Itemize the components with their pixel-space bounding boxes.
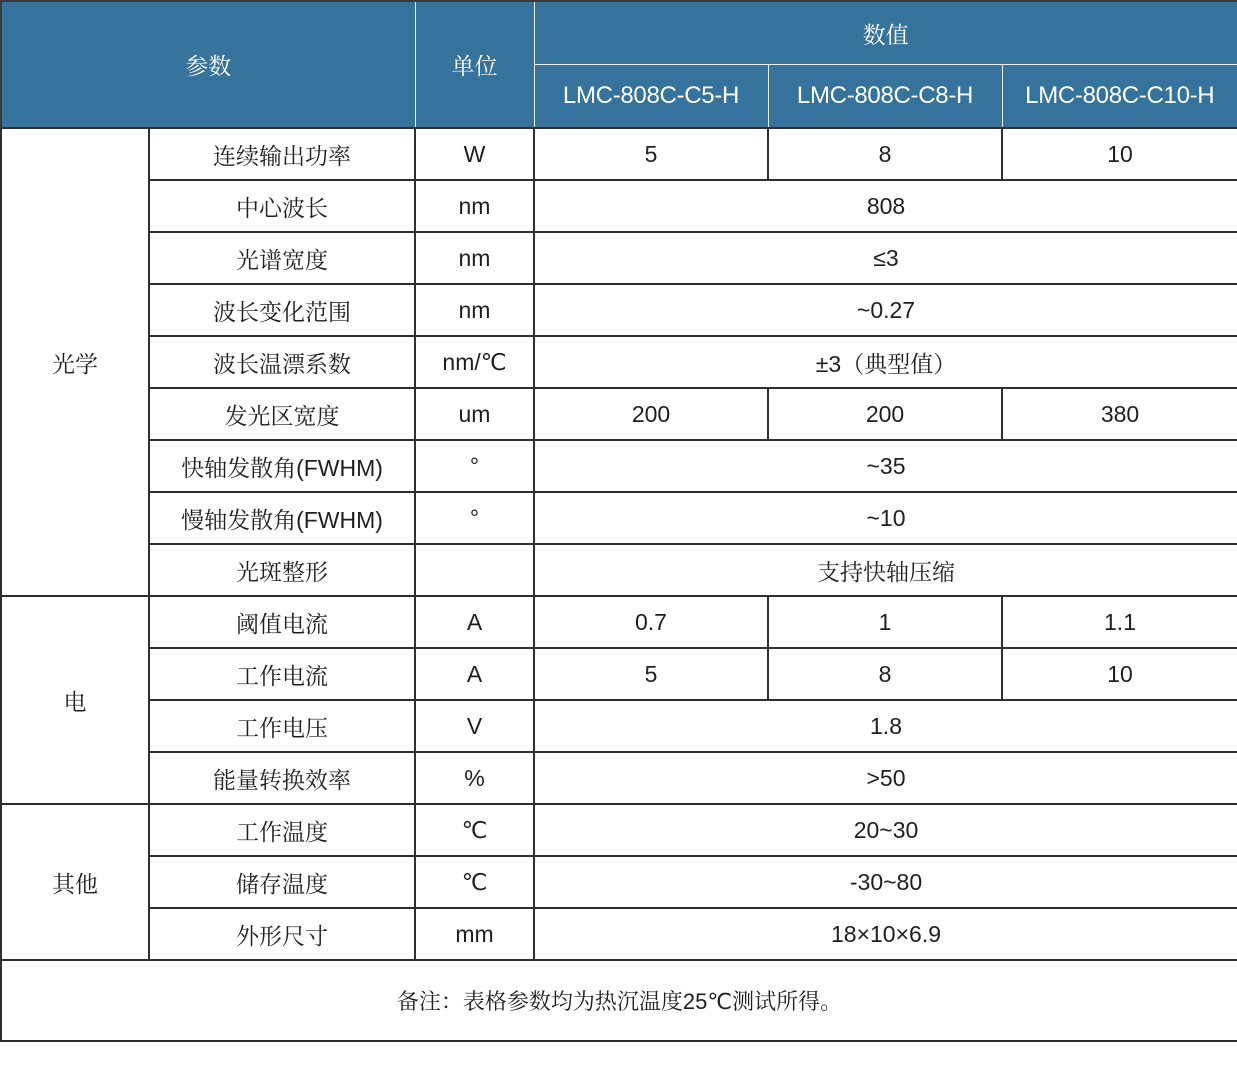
- model-header-c10: LMC-808C-C10-H: [1002, 65, 1237, 129]
- table-row: [1, 440, 1237, 492]
- value-cell: 380: [1002, 388, 1237, 440]
- value-cell: 200: [768, 388, 1002, 440]
- param-cell: 波长变化范围: [149, 284, 415, 336]
- table-row: [1, 752, 1237, 804]
- unit-cell: nm: [415, 232, 534, 284]
- value-cell: 1.1: [1002, 596, 1237, 648]
- unit-cell: W: [415, 128, 534, 180]
- table-row: [1, 700, 1237, 752]
- unit-cell: %: [415, 752, 534, 804]
- value-cell: 5: [534, 648, 768, 700]
- value-cell: 8: [768, 648, 1002, 700]
- value-cell: 支持快轴压缩: [534, 544, 1237, 596]
- values-header: 数值: [534, 1, 1237, 65]
- table-row: [1, 856, 1237, 908]
- table-row: [1, 232, 1237, 284]
- group-optical: 光学: [1, 128, 149, 596]
- unit-cell: mm: [415, 908, 534, 960]
- value-cell: 10: [1002, 648, 1237, 700]
- param-cell: 外形尺寸: [149, 908, 415, 960]
- param-cell: 能量转换效率: [149, 752, 415, 804]
- unit-cell: nm: [415, 284, 534, 336]
- value-cell: ~0.27: [534, 284, 1237, 336]
- value-cell: 0.7: [534, 596, 768, 648]
- param-cell: 快轴发散角(FWHM): [149, 440, 415, 492]
- model-header-c5: LMC-808C-C5-H: [534, 65, 768, 129]
- param-cell: 发光区宽度: [149, 388, 415, 440]
- value-cell: >50: [534, 752, 1237, 804]
- value-cell: ~35: [534, 440, 1237, 492]
- value-cell: 1: [768, 596, 1002, 648]
- value-cell: ±3（典型值）: [534, 336, 1237, 388]
- note-row: [1, 960, 1237, 1041]
- value-cell: 10: [1002, 128, 1237, 180]
- table-row: [1, 284, 1237, 336]
- table-row: [1, 180, 1237, 232]
- table-row: [1, 336, 1237, 388]
- table-row: [1, 908, 1237, 960]
- footnote: 备注：表格参数均为热沉温度25℃测试所得。: [1, 960, 1237, 1041]
- table-row: [1, 648, 1237, 700]
- param-cell: 波长温漂系数: [149, 336, 415, 388]
- param-cell: 储存温度: [149, 856, 415, 908]
- value-cell: 18×10×6.9: [534, 908, 1237, 960]
- unit-cell: um: [415, 388, 534, 440]
- table-row: [1, 492, 1237, 544]
- param-cell: 光谱宽度: [149, 232, 415, 284]
- param-cell: 工作电流: [149, 648, 415, 700]
- unit-header: 单位: [415, 1, 534, 128]
- unit-cell: A: [415, 648, 534, 700]
- param-cell: 慢轴发散角(FWHM): [149, 492, 415, 544]
- param-header: 参数: [1, 1, 415, 128]
- table-row: [1, 544, 1237, 596]
- value-cell: 20~30: [534, 804, 1237, 856]
- unit-cell: ℃: [415, 804, 534, 856]
- unit-cell: nm/℃: [415, 336, 534, 388]
- value-cell: 808: [534, 180, 1237, 232]
- value-cell: ≤3: [534, 232, 1237, 284]
- unit-cell: nm: [415, 180, 534, 232]
- value-cell: ~10: [534, 492, 1237, 544]
- value-cell: -30~80: [534, 856, 1237, 908]
- param-cell: 中心波长: [149, 180, 415, 232]
- param-cell: 工作电压: [149, 700, 415, 752]
- param-cell: 连续输出功率: [149, 128, 415, 180]
- model-header-c8: LMC-808C-C8-H: [768, 65, 1002, 129]
- table-row: [1, 128, 1237, 180]
- group-other: 其他: [1, 804, 149, 960]
- param-cell: 阈值电流: [149, 596, 415, 648]
- unit-cell: V: [415, 700, 534, 752]
- param-cell: 工作温度: [149, 804, 415, 856]
- table-row: [1, 596, 1237, 648]
- group-electrical: 电: [1, 596, 149, 804]
- value-cell: 5: [534, 128, 768, 180]
- unit-cell: ℃: [415, 856, 534, 908]
- table-row: [1, 388, 1237, 440]
- unit-cell: A: [415, 596, 534, 648]
- table-row: [1, 804, 1237, 856]
- unit-cell: °: [415, 492, 534, 544]
- value-cell: 8: [768, 128, 1002, 180]
- param-cell: 光斑整形: [149, 544, 415, 596]
- unit-cell: °: [415, 440, 534, 492]
- value-cell: 1.8: [534, 700, 1237, 752]
- value-cell: 200: [534, 388, 768, 440]
- table-header: [1, 1, 1237, 128]
- unit-cell: [415, 544, 534, 596]
